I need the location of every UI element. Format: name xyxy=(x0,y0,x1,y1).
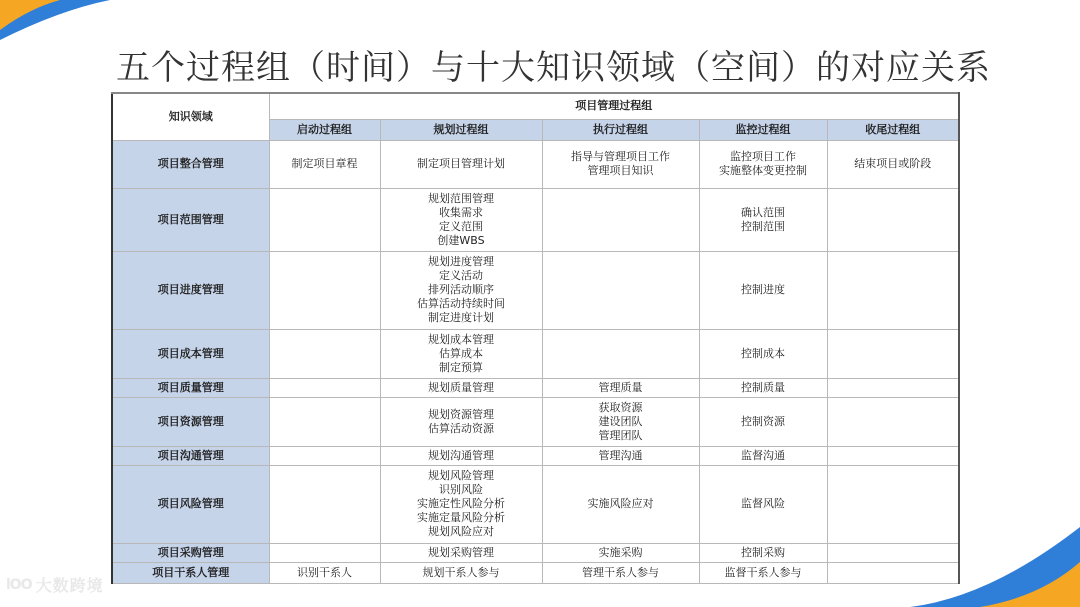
table-row xyxy=(112,543,959,562)
process-cell xyxy=(380,378,542,397)
process-cell xyxy=(269,378,380,397)
process-mapping-table xyxy=(111,92,960,584)
logo-icon: lOO xyxy=(6,576,32,593)
process-cell xyxy=(269,397,380,446)
process-item: 实施风险应对 xyxy=(587,497,654,510)
process-item: 监督风险 xyxy=(741,497,785,510)
knowledge-area-label: 项目范围管理 xyxy=(112,188,269,251)
process-item: 创建WBS xyxy=(437,233,485,247)
table-row xyxy=(112,251,959,329)
phase-header: 启动过程组 xyxy=(269,119,380,140)
process-cell xyxy=(542,562,699,583)
process-item: 控制质量 xyxy=(741,380,785,394)
process-item: 规划干系人参与 xyxy=(422,565,500,579)
process-cell xyxy=(827,251,959,329)
process-item: 实施定性风险分析 xyxy=(417,497,505,510)
process-cell xyxy=(827,378,959,397)
process-cell xyxy=(699,562,827,583)
process-item: 制定项目章程 xyxy=(291,157,358,170)
table-row xyxy=(112,378,959,397)
process-item: 管理项目知识 xyxy=(587,164,654,177)
phase-header: 监控过程组 xyxy=(699,119,827,140)
process-cell xyxy=(827,397,959,446)
phase-header: 执行过程组 xyxy=(542,119,699,140)
process-item: 建设团队 xyxy=(598,414,643,428)
phase-header: 规划过程组 xyxy=(380,119,542,140)
process-cell xyxy=(699,397,827,446)
process-cell xyxy=(699,188,827,251)
process-cell xyxy=(542,140,699,188)
process-cell xyxy=(542,329,699,378)
process-cell xyxy=(827,465,959,543)
knowledge-area-label: 项目进度管理 xyxy=(112,251,269,329)
process-item: 确认范围 xyxy=(741,205,785,219)
process-item: 识别风险 xyxy=(439,483,483,496)
process-item: 定义活动 xyxy=(439,269,483,282)
process-item: 排列活动顺序 xyxy=(428,283,494,296)
process-cell xyxy=(699,446,827,465)
process-item: 监督沟通 xyxy=(741,448,785,462)
process-cell xyxy=(380,140,542,188)
table-row xyxy=(112,446,959,465)
logo-text: 大数跨境 xyxy=(35,576,104,595)
knowledge-area-label: 项目资源管理 xyxy=(112,397,269,446)
process-cell xyxy=(380,465,542,543)
process-cell xyxy=(269,329,380,378)
process-item: 收集需求 xyxy=(439,205,483,219)
knowledge-area-label: 项目干系人管理 xyxy=(112,562,269,583)
knowledge-area-label: 项目风险管理 xyxy=(112,465,269,543)
process-item: 控制范围 xyxy=(741,219,785,233)
process-cell xyxy=(380,446,542,465)
process-item: 实施整体变更控制 xyxy=(719,164,807,177)
table-row xyxy=(112,397,959,446)
table-row xyxy=(112,329,959,378)
table-row xyxy=(112,465,959,543)
process-item: 管理团队 xyxy=(598,428,643,442)
process-cell xyxy=(827,446,959,465)
process-item: 实施定量风险分析 xyxy=(417,511,505,524)
process-cell xyxy=(380,397,542,446)
process-cell xyxy=(269,140,380,188)
table-row xyxy=(112,562,959,583)
process-cell xyxy=(699,251,827,329)
process-item: 制定预算 xyxy=(439,360,483,374)
process-item: 监督干系人参与 xyxy=(724,565,802,579)
process-cell xyxy=(380,251,542,329)
knowledge-area-label: 项目整合管理 xyxy=(112,140,269,188)
process-item: 规划质量管理 xyxy=(428,380,494,394)
process-cell xyxy=(827,562,959,583)
process-item: 规划采购管理 xyxy=(428,545,494,559)
process-item: 规划沟通管理 xyxy=(428,448,494,462)
corner-decoration-top-left xyxy=(0,0,110,50)
process-item: 估算活动资源 xyxy=(428,421,494,435)
process-item: 规划范围管理 xyxy=(428,191,494,205)
process-cell xyxy=(699,543,827,562)
process-cell xyxy=(542,188,699,251)
process-cell xyxy=(269,188,380,251)
table-row xyxy=(112,140,959,188)
process-cell xyxy=(542,543,699,562)
process-cell xyxy=(827,140,959,188)
process-item: 定义范围 xyxy=(439,219,483,233)
process-cell xyxy=(699,465,827,543)
page-title: 五个过程组（时间）与十大知识领域（空间）的对应关系 xyxy=(116,48,991,88)
process-item: 控制成本 xyxy=(741,346,785,360)
watermark-logo xyxy=(6,573,104,596)
process-item: 估算成本 xyxy=(439,346,483,360)
process-cell xyxy=(380,562,542,583)
knowledge-area-label: 项目沟通管理 xyxy=(112,446,269,465)
process-item: 规划风险管理 xyxy=(428,469,494,482)
process-cell xyxy=(827,188,959,251)
process-item: 估算活动持续时间 xyxy=(417,297,505,310)
process-cell xyxy=(269,543,380,562)
process-item: 管理干系人参与 xyxy=(582,565,659,579)
process-cell xyxy=(542,446,699,465)
process-item: 监控项目工作 xyxy=(730,150,796,163)
process-cell xyxy=(699,140,827,188)
process-item: 管理质量 xyxy=(598,380,643,394)
process-cell xyxy=(269,446,380,465)
process-cell xyxy=(542,397,699,446)
process-cell xyxy=(269,562,380,583)
process-item: 控制进度 xyxy=(741,283,785,296)
process-group-header: 项目管理过程组 xyxy=(269,93,959,119)
process-item: 规划风险应对 xyxy=(428,525,494,538)
process-item: 控制资源 xyxy=(741,414,785,428)
process-cell xyxy=(380,543,542,562)
area-column-header: 知识领域 xyxy=(112,93,269,140)
process-item: 规划进度管理 xyxy=(428,255,494,268)
process-item: 结束项目或阶段 xyxy=(854,157,932,170)
process-cell xyxy=(380,329,542,378)
process-cell xyxy=(380,188,542,251)
process-cell xyxy=(542,465,699,543)
process-item: 规划成本管理 xyxy=(428,332,494,346)
process-item: 识别干系人 xyxy=(297,565,352,579)
process-item: 控制采购 xyxy=(741,545,785,559)
knowledge-area-label: 项目采购管理 xyxy=(112,543,269,562)
process-cell xyxy=(827,543,959,562)
knowledge-area-label: 项目质量管理 xyxy=(112,378,269,397)
table-row xyxy=(112,188,959,251)
process-item: 规划资源管理 xyxy=(428,407,494,421)
process-cell xyxy=(269,465,380,543)
process-cell xyxy=(699,329,827,378)
knowledge-area-label: 项目成本管理 xyxy=(112,329,269,378)
phase-header: 收尾过程组 xyxy=(827,119,959,140)
process-item: 实施采购 xyxy=(598,545,643,559)
process-cell xyxy=(827,329,959,378)
process-item: 获取资源 xyxy=(598,400,643,414)
process-item: 制定项目管理计划 xyxy=(417,157,505,170)
process-cell xyxy=(269,251,380,329)
process-item: 指导与管理项目工作 xyxy=(571,150,670,163)
process-cell xyxy=(542,251,699,329)
process-cell xyxy=(542,378,699,397)
process-item: 管理沟通 xyxy=(598,448,643,462)
process-item: 制定进度计划 xyxy=(428,311,494,324)
process-cell xyxy=(699,378,827,397)
